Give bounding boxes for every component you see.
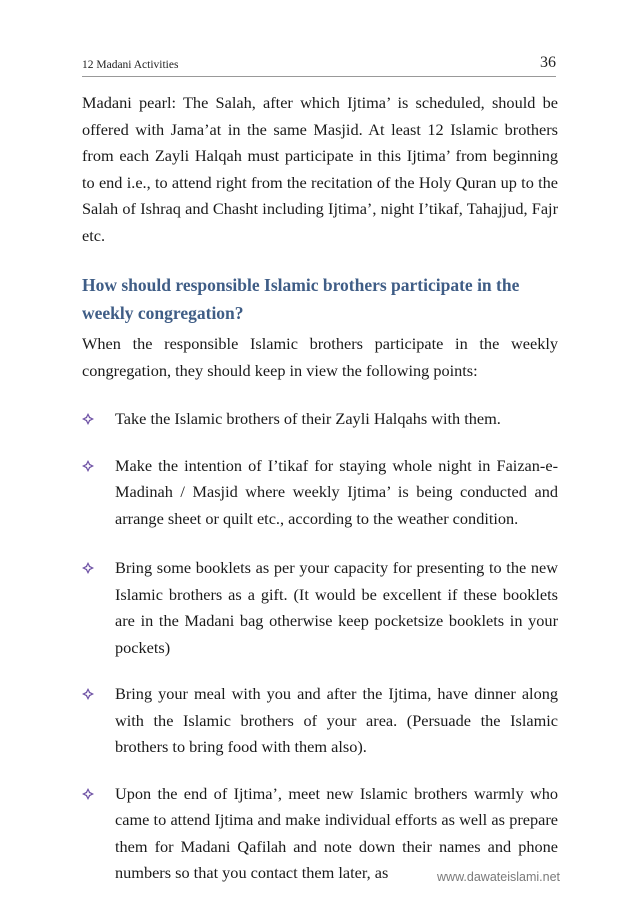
section-lead-paragraph: When the responsible Islamic brothers participate in the weekly congregation, they should keep in view the following points: <box>82 334 558 380</box>
list-item <box>82 555 558 661</box>
list-item <box>82 681 558 761</box>
four-petal-diamond-icon <box>82 788 94 800</box>
point-text: Take the Islamic brothers of their Zayli Halqahs with them. <box>115 409 501 428</box>
points-list <box>82 406 558 887</box>
four-petal-diamond-icon <box>82 413 94 425</box>
page-number: 36 <box>540 54 556 71</box>
page-header <box>82 52 556 77</box>
madani-pearl-paragraph: Madani pearl: The Salah, after which Ijtima’ is scheduled, should be offered with Jama’at in the same Masjid. At least 12 Islamic brothers from each Zayli Halqah must participate in this Ijtima’ from beginning to end i.e., to attend right from the recitation of the Holy Quran up to the Salah of Ishraq and Chasht including Ijtima’, night I’tikaf, Tahajjud, Fajr etc. <box>82 93 558 245</box>
list-item <box>82 406 558 433</box>
four-petal-diamond-icon <box>82 460 94 472</box>
point-text: Bring some booklets as per your capacity for presenting to the new Islamic brothers as a gift. (It would be excellent if these booklets are in the Madani bag otherwise keep pocketsize booklets in your pockets) <box>115 558 558 657</box>
point-text: Upon the end of Ijtima’, meet new Islamic brothers warmly who came to attend Ijtima and make individual efforts as well as prepare them for Madani Qafilah and note down their names and phone numbers so that you contact them later, as <box>115 783 558 882</box>
four-petal-diamond-icon <box>82 562 94 574</box>
point-text: Make the intention of I’tikaf for staying whole night in Faizan-e-Madinah / Masjid where weekly Ijtima’ is being conducted and arrange sheet or quilt etc., according to the weather condition. <box>115 455 558 528</box>
four-petal-diamond-icon <box>82 688 94 700</box>
point-text: Bring your meal with you and after the Ijtima, have dinner along with the Islamic brothers of your area. (Persuade the Islamic brothers to bring food with them also). <box>115 684 558 756</box>
list-item <box>82 453 558 533</box>
website-footer: www.dawateislami.net <box>437 870 560 884</box>
section-heading: How should responsible Islamic brothers participate in the weekly congregation? <box>82 275 520 323</box>
page-content <box>82 90 558 887</box>
book-title: 12 Madani Activities <box>82 59 179 71</box>
